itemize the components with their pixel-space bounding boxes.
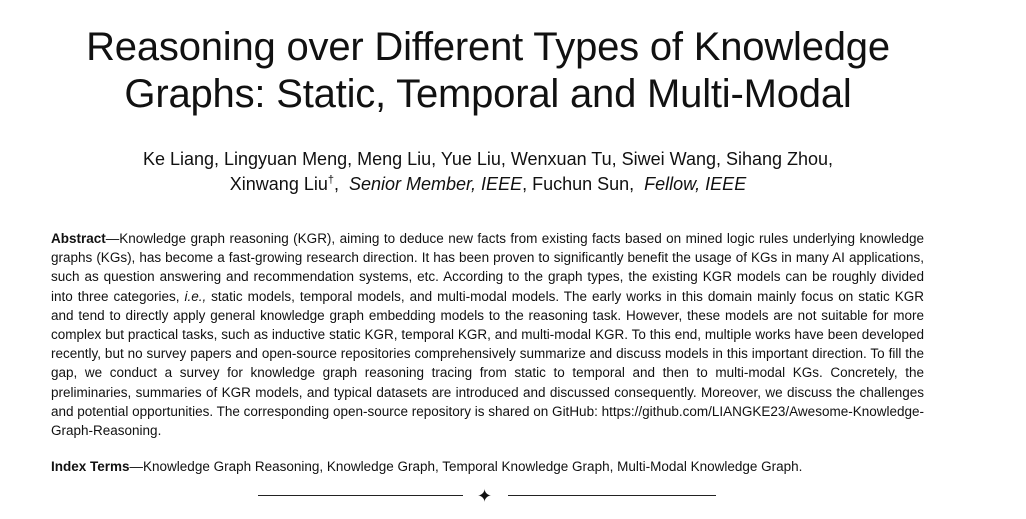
- abstract-text-part-1: —Knowledge graph reasoning (KGR), aiming to deduce new facts from existing facts based on mined logic rules underlying knowledge graphs (KGs), has become a fast-growing research direction. It has been proven to significantly benefit the usage of KGs in many AI applications, such as question answering and recommendation systems, etc. According to the graph types, the existing KGR models can be roughly divided into three categories,: [51, 231, 924, 304]
- author-list: [0, 147, 976, 197]
- abstract-ie: i.e.,: [184, 288, 207, 304]
- separator-star-icon: ✦: [477, 486, 493, 506]
- author-xinwang-liu: Xinwang Liu: [229, 174, 328, 194]
- author-list-line-1: Ke Liang, Lingyuan Meng, Meng Liu, Yue Liu, Wenxuan Tu, Siwei Wang, Sihang Zhou,: [142, 149, 834, 169]
- author-separator-2: , Fuchun Sun,: [522, 174, 645, 194]
- abstract: [51, 229, 924, 440]
- paper-title: [0, 24, 976, 118]
- paper-title-line-1: Reasoning over Different Types of Knowledge: [86, 25, 890, 69]
- separator-line-left: [258, 495, 463, 496]
- section-separator: [258, 485, 718, 507]
- membership-senior-member: Senior Member, IEEE: [349, 174, 523, 194]
- index-terms-label: Index Terms: [51, 459, 130, 474]
- dagger-mark: †: [327, 174, 334, 186]
- index-terms: [51, 457, 924, 476]
- paper-title-line-2: Graphs: Static, Temporal and Multi-Modal: [124, 72, 852, 116]
- abstract-text-part-2: static models, temporal models, and multi-modal models. The early works in this domain mainly focus on static KGR and tend to directly apply general knowledge graph embedding models to the reasoning task. However, these models are not suitable for more complex but practical tasks, such as inductive static KGR, temporal KGR, and multi-modal KGR. To this end, multiple works have been developed recently, but no survey papers and open-source repositories comprehensively summarize and discuss models in this important direction. To fill the gap, we conduct a survey for knowledge graph reasoning tracing from static to temporal and then to multi-modal KGs. Concretely, the preliminaries, summaries of KGR models, and typical datasets are introduced and discussed consequently. Moreover, we discuss the challenges and potential opportunities. The corresponding open-source repository is shared on GitHub: https://github.com/LIANGKE23/Awesome-Knowledge-Graph-Reasoning.: [51, 288, 924, 439]
- author-list-line-2: [0, 172, 976, 197]
- author-separator-1: ,: [333, 174, 349, 194]
- index-terms-text: —Knowledge Graph Reasoning, Knowledge Graph, Temporal Knowledge Graph, Multi-Modal Knowledge Graph.: [129, 459, 803, 474]
- membership-fellow: Fellow, IEEE: [644, 174, 747, 194]
- abstract-label: Abstract: [51, 231, 106, 246]
- separator-line-right: [508, 495, 716, 496]
